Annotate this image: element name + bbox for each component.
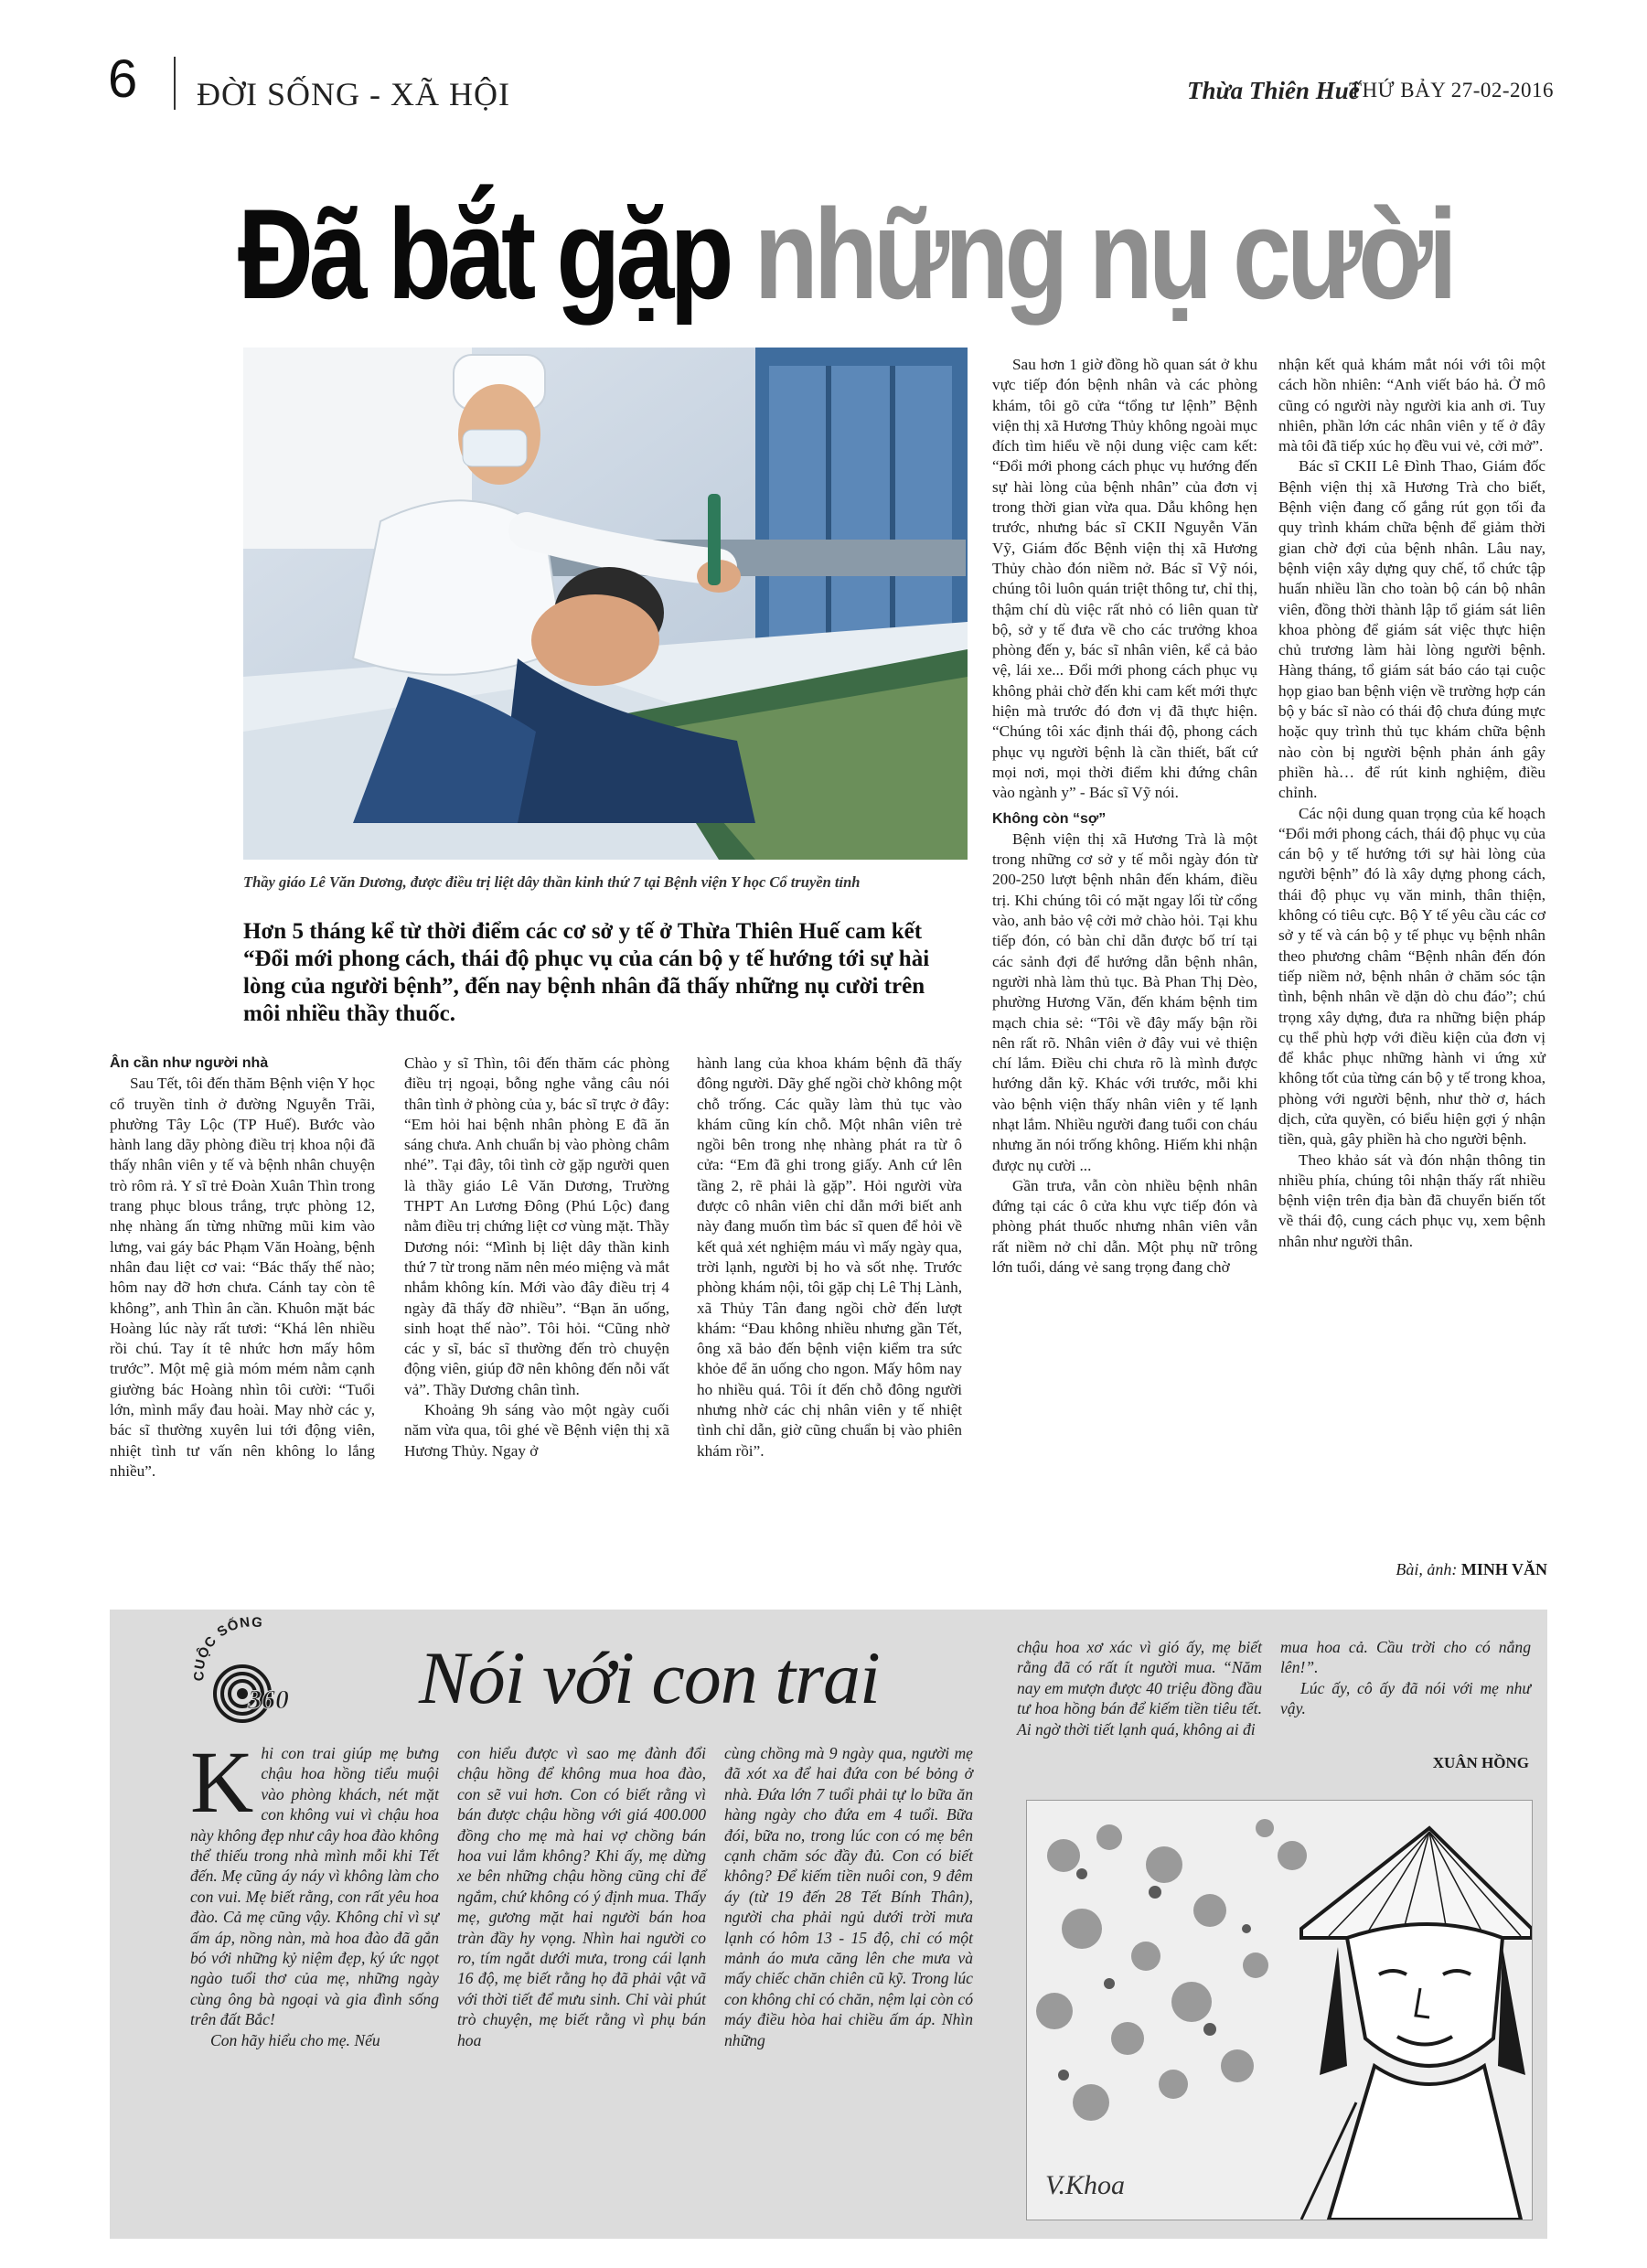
illustration-signature: V.Khoa xyxy=(1045,2170,1125,2200)
photo-caption: Thầy giáo Lê Văn Dương, được điều trị liệt dây thần kinh thứ 7 tại Bệnh viện Y học Cổ truyền tỉnh xyxy=(243,873,861,891)
headline-dark-part: Đã bắt gặp xyxy=(238,182,730,326)
paragraph: mua hoa cả. Cầu trời cho có nắng lên!”. xyxy=(1280,1638,1531,1677)
hospital-treatment-photo xyxy=(243,348,968,860)
newspaper-name: Thừa Thiên Huế xyxy=(1187,77,1360,104)
paragraph: Bác sĩ CKII Lê Đình Thao, Giám đốc Bệnh viện thị xã Hương Trà cho biết, Bệnh viện đang cố gắng rút gọn tối đa quy trình khám chữa bệnh để giảm thời gian chờ đợi của bệnh nhân. Lâu nay, bệnh viện xây dựng quy chế, tổ chức tập huấn nhiều lần cho toàn bộ cán bộ nhân viên, đồng thời thành lập tổ giám sát liên khoa phòng để giám sát việc thực hiện chủ trương làm hài lòng người bệnh. Hàng tháng, tổ giám sát báo cáo tại cuộc họp giao ban bệnh viện về trường hợp cán bộ y bác sĩ nào có thái độ chưa đúng mực hoặc quy trình thủ tục khám chữa bệnh nào còn bị người bệnh phản ánh gây phiền hà… để rút kinh nghiệm, điều chỉnh. xyxy=(1278,457,1545,802)
headline-grey-part: những nụ cười xyxy=(729,182,1453,326)
article-column-3 xyxy=(697,1054,962,1461)
subheading: Không còn “sợ” xyxy=(992,810,1107,827)
paragraph: Theo khảo sát và đón nhận thông tin nhiều phía, chúng tôi nhận thấy rất nhiều bệnh viện trên địa bàn đã chuyển biến tốt về thái độ, cung cách phục vụ, xem bệnh nhân như người thân. xyxy=(1278,1150,1545,1250)
paragraph: Con hãy hiểu cho mẹ. Nếu xyxy=(210,2030,380,2049)
feature-column-5 xyxy=(1280,1637,1531,1719)
paragraph: Lúc ấy, cô ấy đã nói với mẹ như vậy. xyxy=(1280,1678,1531,1718)
article-column-5 xyxy=(1278,355,1545,1252)
paragraph: Gần trưa, vẫn còn nhiều bệnh nhân đứng tại các ô cửa khu vực tiếp đón và phòng phát thuốc nhưng nhân viên vẫn rất niềm nở chỉ dẫn. Một phụ nữ trông lớn tuổi, dáng vẻ sang trọng đang chờ xyxy=(992,1176,1257,1277)
paragraph: Chào y sĩ Thìn, tôi đến thăm các phòng điều trị ngoại, bỗng nghe vẳng câu nói thân tình ở phòng của y, bác sĩ trực ở đây: “Em hỏi hai bệnh nhân phòng E đã ăn sáng chưa. Anh chuẩn bị vào phòng châm nhé”. Tại đây, tôi tình cờ gặp người quen là thầy giáo Lê Văn Dương, Trường THPT An Lương Đông (Phú Lộc) đang nằm điều trị chứng liệt cơ vùng mặt. Thầy Dương nói: “Mình bị liệt dây thần kinh thứ 7 từ trong năm nên méo miệng và mắt nhắm không kín. Mới vào đây điều trị 4 ngày đã thấy đỡ nhiều”. “Bạn ăn uống, sinh hoạt thế nào”. Tôi hỏi. “Cũng nhờ các y sĩ, bác sĩ thường đến trò chuyện động viên, giúp đỡ nên không đến nỗi vất vả”. Thầy Dương chân tình. xyxy=(404,1054,669,1398)
issue-date: THỨ BẢY 27-02-2016 xyxy=(1349,79,1555,102)
woman-portrait-illustration xyxy=(1026,1800,1533,2220)
article-lead: Hơn 5 tháng kể từ thời điểm các cơ sở y tế ở Thừa Thiên Huế cam kết “Đổi mới phong cách, thái độ phục vụ của cán bộ y tế hướng tới sự hài lòng của người bệnh”, đến nay bệnh nhân đã thấy những nụ cười trên môi nhiều thầy thuốc. xyxy=(243,919,930,1026)
article-column-4 xyxy=(992,355,1257,1278)
logo-number: 360⁰ xyxy=(248,1685,301,1715)
header-divider xyxy=(174,57,176,110)
page-number: 6 xyxy=(108,49,138,109)
article-photo xyxy=(243,348,968,860)
paragraph: Khoảng 9h sáng vào một ngày cuối năm vừa qua, tôi ghé về Bệnh viện thị xã Hương Thủy. Ngay ở xyxy=(404,1401,669,1460)
feature-column-4 xyxy=(1017,1637,1262,1739)
feature-title: Nói với con trai xyxy=(419,1636,880,1719)
logo-top-text: CUỘC SỐNG xyxy=(191,1617,264,1682)
feature-column-1 xyxy=(190,1733,439,2050)
paragraph: Các nội dung quan trọng của kế hoạch “Đổi mới phong cách, thái độ phục vụ của cán bộ y tế hướng tới sự hài lòng của người bệnh” đó là xây dựng phong cách, thái độ phục vụ văn minh, thân thiện, không có tiêu cực. Bộ Y tế yêu cầu các cơ sở y tế và cán bộ y tế phục vụ bệnh nhân theo phương châm “Bệnh nhân đến đón tiếp niềm nở, bệnh nhân ở chăm sóc tận tình, bệnh nhân về dặn dò chu đáo”; chú trọng xây dựng, đưa ra những biện pháp cụ thể phù hợp với điều kiện của đơn vị để khắc phục những hành vi ứng xử không tốt của từng cán bộ y tế trong khoa, phòng với người bệnh, như thờ ơ, hách dịch, cửa quyền, có biểu hiện gợi ý nhận tiền, quà, gây phiền hà cho người bệnh. xyxy=(1278,804,1545,1149)
paragraph: nhận kết quả khám mắt nói với tôi một cách hồn nhiên: “Anh viết báo hả. Ở mô cũng có người này người kia anh ơi. Tuy nhiên, phần lớn các nhân viên y tế ở đây mà tôi đã tiếp xúc họ đều vui vẻ, cởi mở”. xyxy=(1278,356,1545,455)
byline-author: MINH VĂN xyxy=(1460,1560,1547,1578)
paragraph: con hiểu được vì sao mẹ đành đổi chậu hồng để không mua hoa đào, con sẽ vui hơn. Con có biết rằng vì bán được chậu hồng với giá 400.000 đồng cho mẹ mà hai vợ chồng bán hoa vui lắm không? Khi ấy, mẹ dừng xe bên những chậu hồng cũng chỉ để ngắm, chứ không có ý định mua. Thấy mẹ, gương mặt hai người bán hoa tràn đầy hy vọng. Nhìn hai người co ro, tím ngắt dưới mưa, trong cái lạnh 16 độ, mẹ biết rằng họ đã phải vật vã với thời tiết để mưu sinh. Chỉ vài phút trò chuyện, mẹ biết rằng vì phụ bán hoa xyxy=(457,1744,706,2049)
headline xyxy=(238,163,1453,346)
feature-author: XUÂN HỒNG xyxy=(1432,1754,1529,1771)
paragraph: Sau Tết, tôi đến thăm Bệnh viện Y học cổ truyền tỉnh ở đường Nguyễn Trãi, phường Tây Lộc (TP Huế). Bước vào hành lang dãy phòng điều trị khoa nội đã thấy nhân viên y tế và bệnh nhân chuyện trò rôm rả. Y sĩ trẻ Đoàn Xuân Thìn trong trang phục blous trắng, trực phòng 12, nhẹ nhàng ấn từng những mũi kim vào lưng, vai gáy bác Phạm Văn Hoàng, bệnh nhân đau liệt cơ vai: “Bác thấy thế nào; hôm nay đỡ hơn chưa. Cánh tay còn tê không”, anh Thìn ân cần. Khuôn mặt bác Hoàng lúc này rất tươi: “Khá lên nhiều rồi chú. Tay ít tê nhức hơn mấy hôm trước”. Một mệ già móm mém nằm cạnh giường bác Hoàng nhìn tôi cười: “Tuổi lớn, mình mẩy đau hoài. May nhờ các y, bác sĩ thường xuyên lui tới động viên, nhiệt tình tư vấn nên không lo lắng nhiều”. xyxy=(110,1075,375,1480)
article-byline xyxy=(1317,1560,1547,1579)
feature-column-3 xyxy=(724,1743,973,2050)
byline-prefix: Bài, ảnh: xyxy=(1396,1560,1458,1578)
paragraph: cùng chồng mà 9 ngày qua, người mẹ đã xót xa để hai đứa con bé bỏng ở nhà. Đứa lớn 7 tuổi phải tự lo bữa ăn hàng ngày cho đứa em 4 tuổi. Bữa đói, bữa no, trong lúc con có mẹ bên cạnh chăm sóc đầy đủ. Con có biết không? Để kiếm tiền nuôi con, 9 đêm áy (từ 19 đến 28 Tết Bính Thân), người cha phải ngủ dưới trời mưa lạnh có hôm 13 - 15 độ, chỉ có một mảnh áo mưa căng lên che mưa và mấy chiếc chăn chiên cũ kỹ. Trong lúc con không chỉ có chăn, nệm lại còn có máy điều hòa hai chiều ấm áp. Nhìn những xyxy=(724,1744,973,2049)
subheading: Ân cần như người nhà xyxy=(110,1055,269,1071)
paragraph: Bệnh viện thị xã Hương Trà là một trong những cơ sở y tế mỗi ngày đón từ 200-250 lượt bệnh nhân đến khám, điều trị. Khi chúng tôi có mặt ngay lối từ cổng vào, anh bảo vệ cởi mở chào hỏi. Tại khu tiếp đón, có bàn chỉ dẫn được bố trí tại các sảnh đợi để hướng dẫn bệnh nhân, người nhà làm thủ tục. Bà Phan Thị Dèo, phường Hương Văn, đến khám bệnh tim mạch chia sẻ: “Tôi về đây mấy bận rồi nên rất rõ. Nhân viên ở đây vui vẻ thiện chí lắm. Điều chi chưa rõ là mình được hướng dẫn kỹ. Khác với trước, mỗi khi vào bệnh viện thấy nhân viên y tế lạnh nhạt lắm. Nhiều người đang tuổi con cháu nhưng ăn nói trống không. Hiếm khi nhận được nụ cười ... xyxy=(992,829,1257,1174)
section-title: ĐỜI SỐNG - XÃ HỘI xyxy=(197,76,510,112)
paragraph-text: hi con trai giúp mẹ bưng chậu hoa hồng tiểu muội vào phòng khách, nét mặt con không vui vì chậu hoa này không đẹp như cây hoa đào không thể thiếu trong nhà mình mỗi khi Tết đến. Mẹ cũng áy náy vì không làm cho con vui. Mẹ biết rằng, con rất yêu hoa đào. Cả mẹ cũng vậy. Không chỉ vì sự ấm áp, nồng nàn, mà hoa đào đã gắn bó với những kỷ niệm đẹp, ký ức ngọt ngào tuổi thơ của mẹ, những ngày cùng ông bà ngoại và gia đình sống trên đất Bắc! xyxy=(190,1744,439,2029)
paragraph: chậu hoa xơ xác vì gió ấy, mẹ biết rằng đã có rất ít người mua. “Năm nay em mượn được 40 triệu đồng đầu tư hoa hồng bán để kiếm tiền tiêu tết. Ai ngờ thời tiết lạnh quá, không ai đi xyxy=(1017,1638,1262,1738)
paragraph xyxy=(190,1733,439,2030)
cuoc-song-360-logo xyxy=(187,1617,325,1727)
article-column-2 xyxy=(404,1054,669,1461)
feature-column-2 xyxy=(457,1743,706,2050)
paragraph: hành lang của khoa khám bệnh đã thấy đông người. Dãy ghế ngồi chờ không một chỗ trống. Các quầy làm thủ tục vào khám cũng kín chỗ. Một nhân viên trẻ ngồi bên trong nhẹ nhàng phát ra từ ô cửa: “Em đã ghi trong giấy. Anh cứ lên tầng 2, rẽ phải là gặp”. Hỏi người vừa được cô nhân viên chỉ dẫn mới biết anh này đang muốn tìm bác sĩ quen để hỏi về kết quả xét nghiệm máu vì mấy ngày qua, trời lạnh, người bị ho và sốt nhẹ. Trước phòng khám nội, tôi gặp chị Lê Thị Lành, xã Thủy Tân đang ngồi chờ đến lượt khám: “Đau không nhiều nhưng gần Tết, ông xã bảo đến bệnh viện kiểm tra sức khỏe để ăn uống cho ngon. Mấy hôm nay ho nhiều quá. Tôi ít đến chỗ đông người nhưng nhờ các chị nhân viên y tế nhiệt tình chỉ dẫn, giờ cũng chuẩn bị vào phiên khám rồi”. xyxy=(697,1054,962,1460)
paragraph: Sau hơn 1 giờ đồng hồ quan sát ở khu vực tiếp đón bệnh nhân và các phòng khám, tôi gõ cửa “tổng tư lệnh” Bệnh viện thị xã Hương Thủy không ngoài mục đích tìm hiểu về nội dung việc cam kết: “Đổi mới phong cách phục vụ hướng đến sự hài lòng của bệnh nhân” của đơn vị trong thời gian vừa qua. Dẫu không hẹn trước, nhưng bác sĩ CKII Nguyễn Văn Vỹ, Giám đốc Bệnh viện thị xã Hương Thủy chào đón niềm nở. Bác sĩ Vỹ nói, chúng tôi luôn quán triệt thông tư, chỉ thị, thậm chí dù việc rất nhỏ có liên quan từ bộ, sở y tế đưa về cho các trưởng khoa phòng đến y, bác sĩ nhân viên, kể cả bảo vệ, lái xe... Đổi mới phong cách phục vụ không phải chờ đến khi cam kết mới thực hiện mà trước đó đơn vị đã thực hiện. “Chúng tôi xác định thái độ, phong cách phục vụ người bệnh là cần thiết, bất cứ mọi nơi, mọi thời điểm khi đứng chân vào ngành y” - Bác sĩ Vỹ nói. xyxy=(992,356,1257,802)
article-column-1 xyxy=(110,1054,375,1482)
drop-cap: K xyxy=(190,1733,254,1831)
